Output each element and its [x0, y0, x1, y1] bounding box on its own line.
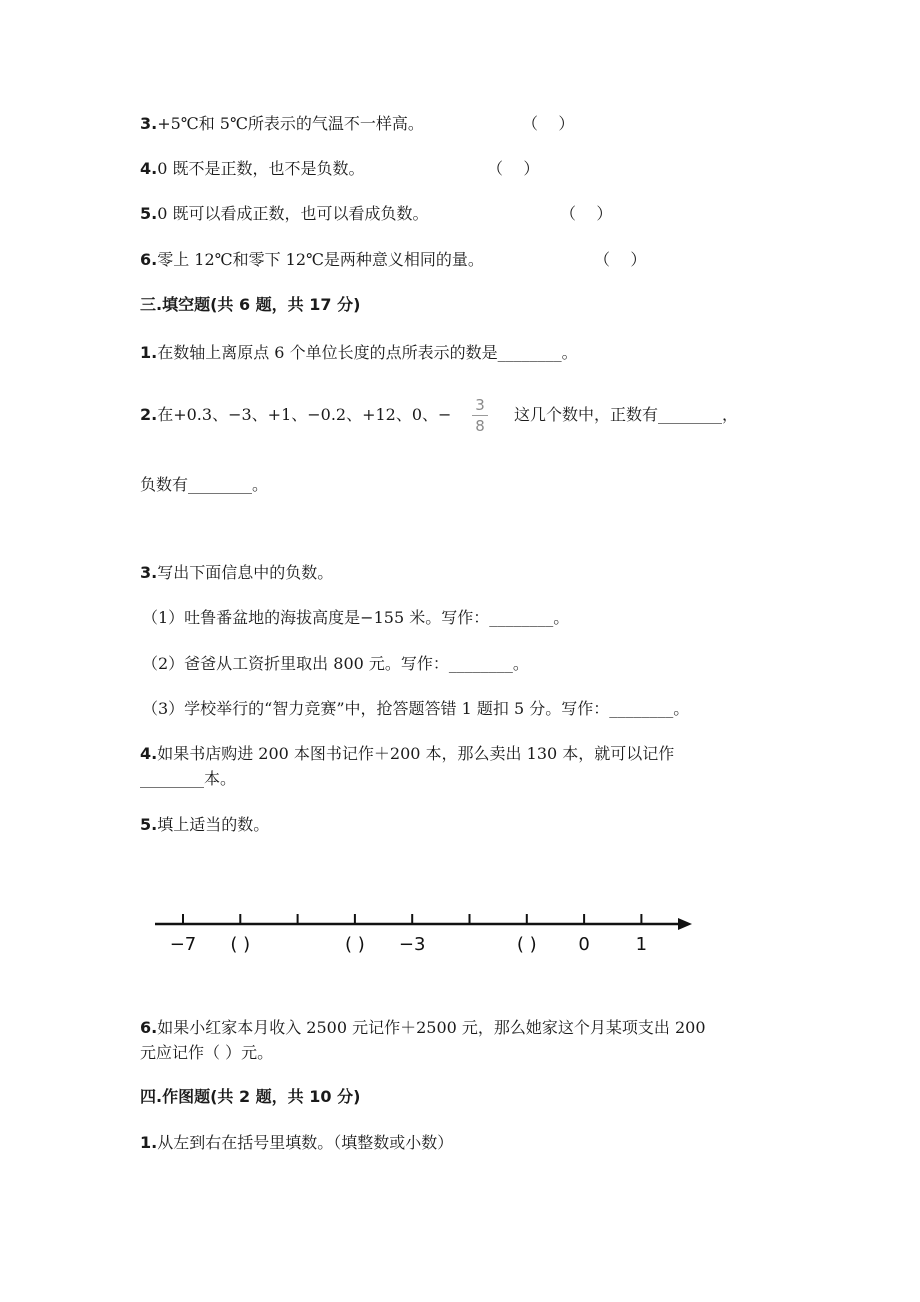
- item-6: [140, 249, 484, 271]
- question-2-line2: 负数有________。: [140, 475, 269, 494]
- number-line-label: ( ): [345, 934, 365, 955]
- question-3: [140, 562, 333, 584]
- sub-question-1: （1）吐鲁番盆地的海拔高度是−155 米。写作：________。: [142, 608, 570, 627]
- answer-parentheses: （ ）: [594, 250, 647, 269]
- question-number: 6.: [140, 1018, 158, 1037]
- question-4: [140, 743, 674, 765]
- question-text: 写出下面信息中的负数。: [157, 563, 334, 582]
- question-text: 在数轴上离原点 6 个单位长度的点所表示的数是________。: [157, 343, 578, 362]
- question-number: 2.: [140, 405, 158, 424]
- question-number: 5.: [140, 815, 158, 834]
- number-line-arrow: [678, 918, 692, 930]
- item-5: [140, 203, 429, 225]
- fraction-bar: [472, 415, 488, 416]
- item-3: [140, 113, 424, 135]
- sub-question-2: （2）爸爸从工资折里取出 800 元。写作：________。: [142, 654, 529, 673]
- item-4: [140, 158, 365, 180]
- question-text: 在+0.3、−3、+1、−0.2、+12、0、−: [157, 405, 452, 424]
- number-line-figure: [150, 908, 710, 968]
- item-number: 3.: [140, 114, 158, 133]
- item-text: 0 既可以看成正数，也可以看成负数。: [157, 204, 429, 223]
- question-number: 4.: [140, 744, 158, 763]
- number-line-label: ( ): [516, 934, 537, 955]
- question-number: 1.: [140, 343, 158, 362]
- item-text: 0 既不是正数，也不是负数。: [157, 159, 365, 178]
- item-number: 5.: [140, 204, 158, 223]
- question-number: 1.: [140, 1133, 158, 1152]
- question-2: [140, 404, 451, 426]
- question-5: [140, 814, 269, 836]
- answer-parentheses: （ ）: [522, 114, 575, 133]
- question-4-line2: ________本。: [140, 769, 237, 788]
- number-line-label: 0: [578, 934, 590, 955]
- question-text: 如果书店购进 200 本图书记作＋200 本，那么卖出 130 本，就可以记作: [157, 744, 675, 763]
- question-text: 填上适当的数。: [157, 815, 270, 834]
- question-text-continued: 这几个数中，正数有________，: [514, 405, 739, 424]
- fraction-numerator: 3: [475, 396, 485, 414]
- question-text: 从左到右在括号里填数。（填整数或小数）: [157, 1133, 454, 1152]
- answer-parentheses: （ ）: [560, 204, 613, 223]
- section-title-fill-blank: 三.填空题(共 6 题，共 17 分): [140, 295, 361, 314]
- question-6-line2: 元应记作（ ）元。: [140, 1043, 274, 1062]
- answer-parentheses: （ ）: [487, 159, 540, 178]
- section-title-drawing: 四.作图题(共 2 题，共 10 分): [140, 1087, 361, 1106]
- question-number: 3.: [140, 563, 158, 582]
- sub-question-3: （3）学校举行的“智力竞赛”中，抢答题答错 1 题扣 5 分。写作：________。: [142, 699, 690, 718]
- question-drawing-1: [140, 1132, 453, 1154]
- item-number: 6.: [140, 250, 158, 269]
- item-text: +5℃和 5℃所表示的气温不一样高。: [157, 114, 424, 133]
- number-line-label: 1: [635, 934, 648, 955]
- number-line-label: −3: [398, 934, 426, 955]
- question-6: [140, 1017, 706, 1039]
- question-1: [140, 342, 578, 364]
- fraction-denominator: 8: [475, 417, 485, 435]
- number-line-label: −7: [169, 934, 197, 955]
- fraction: [470, 396, 490, 435]
- number-line-label: ( ): [230, 934, 251, 955]
- item-number: 4.: [140, 159, 158, 178]
- question-text: 如果小红家本月收入 2500 元记作＋2500 元，那么她家这个月某项支出 200: [157, 1018, 706, 1037]
- item-text: 零上 12℃和零下 12℃是两种意义相同的量。: [157, 250, 484, 269]
